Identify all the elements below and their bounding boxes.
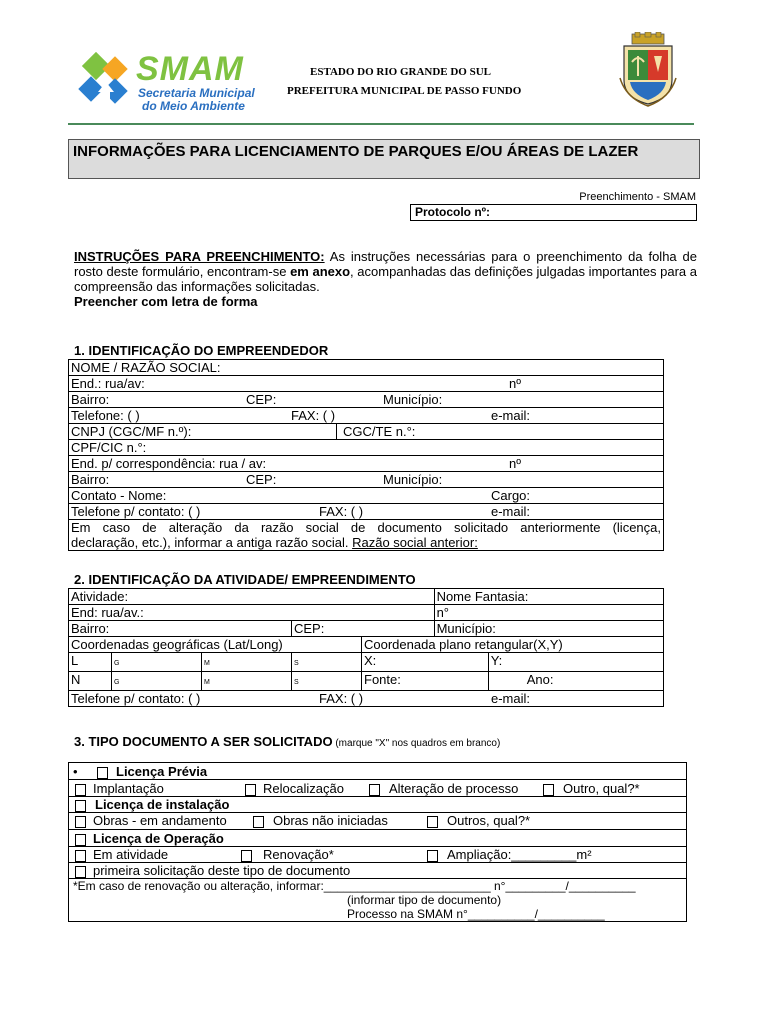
- outros-label: Outros, qual?*: [447, 813, 531, 828]
- checkbox-icon: [427, 850, 438, 862]
- telcontato-atividade-label: Telefone p/ contato: ( ): [71, 691, 201, 706]
- obras-nao-checkbox[interactable]: [253, 813, 264, 828]
- razao-anterior-label: Razão social anterior:: [352, 535, 478, 550]
- divider: [69, 829, 686, 830]
- long-s-field[interactable]: [292, 672, 362, 691]
- checkbox-icon: [97, 767, 108, 779]
- numero-label: nº: [509, 376, 521, 391]
- email-label: e-mail:: [491, 408, 531, 423]
- fonte-field[interactable]: [362, 672, 489, 691]
- lat-g-field[interactable]: [112, 653, 202, 672]
- li-checkbox[interactable]: [75, 797, 86, 812]
- endcorr-label: End. p/ correspondência: rua / av:: [71, 456, 267, 471]
- implantacao-label: Implantação: [93, 781, 164, 796]
- section-3-title: 3. TIPO DOCUMENTO A SER SOLICITADO: [74, 734, 333, 749]
- instructions: [74, 249, 697, 309]
- long-g-field[interactable]: [112, 672, 202, 691]
- instructions-text-2: , acompanhadas das definições julgadas importantes para a compreensão das informações solicitadas.: [74, 264, 697, 294]
- renovacao-checkbox[interactable]: [241, 847, 252, 862]
- endereco-field[interactable]: [69, 376, 664, 392]
- alteracao-text-1: Em caso de alteração da razão social de documento solicitado anteriormente (licença,: [71, 520, 661, 535]
- municipio-label: Município:: [383, 392, 443, 407]
- smam-wordmark: SMAM: [136, 50, 244, 88]
- alteracao-text-2: declaração, etc.), informar a antiga razão social.: [71, 535, 349, 550]
- preenchimento-label: Preenchimento - SMAM: [579, 191, 696, 203]
- cgcte-field[interactable]: [337, 424, 664, 439]
- renovacao-info: *Em caso de renovação ou alteração, informar:_________________________ n°_________/__________: [73, 879, 636, 893]
- obras-nao-label: Obras não iniciadas: [273, 813, 388, 828]
- atividade-label: Atividade:: [71, 589, 129, 604]
- checkbox-icon: [75, 784, 86, 796]
- smam-subtitle-2: do Meio Ambiente: [142, 99, 245, 113]
- section-1-title: 1. IDENTIFICAÇÃO DO EMPREENDEDOR: [74, 343, 329, 358]
- header-divider: [68, 123, 694, 125]
- checkbox-icon: [543, 784, 554, 796]
- lp-bullet: •: [73, 764, 78, 779]
- end-atividade-label: End: rua/av.:: [71, 605, 144, 620]
- alteracao-label: Alteração de processo: [389, 781, 519, 796]
- bairro-atividade-field[interactable]: [69, 621, 292, 637]
- fantasia-field[interactable]: [434, 589, 663, 605]
- coord-geo-label: Coordenadas geográficas (Lat/Long): [71, 637, 283, 652]
- ampliacao-checkbox[interactable]: [427, 847, 438, 862]
- instructions-annex: em anexo: [290, 264, 351, 279]
- x-field[interactable]: [362, 653, 489, 672]
- cep-atividade-field[interactable]: [292, 621, 435, 637]
- header-prefeitura: PREFEITURA MUNICIPAL DE PASSO FUNDO: [287, 85, 522, 97]
- outros-checkbox[interactable]: [427, 813, 438, 828]
- checkbox-icon: [75, 834, 86, 846]
- telcontato-field[interactable]: [69, 504, 664, 520]
- outro-label: Outro, qual?*: [563, 781, 640, 796]
- email-contato-label: e-mail:: [491, 504, 531, 519]
- li-label: Licença de instalação: [95, 797, 230, 812]
- outro-checkbox[interactable]: [543, 781, 554, 796]
- fantasia-label: Nome Fantasia:: [436, 589, 529, 604]
- checkbox-icon: [245, 784, 256, 796]
- instructions-text-1: As instruções necessárias para o preenchimento da folha de rosto deste formulário, encontram-se: [74, 249, 697, 279]
- protocolo-label: Protocolo nº:: [415, 205, 491, 219]
- fax-atividade-label: FAX: ( ): [319, 691, 364, 706]
- endereco-label: End.: rua/av:: [71, 376, 145, 391]
- alteracao-checkbox[interactable]: [369, 781, 380, 796]
- divider: [69, 779, 686, 780]
- lp-label: Licença Prévia: [116, 764, 208, 779]
- renovacao-label: Renovação*: [263, 847, 334, 862]
- fax-label: FAX: ( ): [291, 408, 336, 423]
- lo-checkbox[interactable]: [75, 831, 86, 846]
- long-label: N: [71, 672, 81, 687]
- email-atividade-label: e-mail:: [491, 691, 531, 706]
- protocolo-field[interactable]: [410, 204, 697, 221]
- checkbox-icon: [75, 800, 86, 812]
- smam-subtitle-1: Secretaria Municipal: [138, 86, 255, 100]
- relocalizacao-checkbox[interactable]: [245, 781, 256, 796]
- bairro-corr-label: Bairro:: [71, 472, 110, 487]
- section-2-title: 2. IDENTIFICAÇÃO DA ATIVIDADE/ EMPREENDIMENTO: [74, 572, 416, 587]
- checkbox-icon: [75, 816, 86, 828]
- cpf-field[interactable]: [69, 440, 664, 456]
- em-atividade-checkbox[interactable]: [75, 847, 86, 862]
- lat-g-label: G: [114, 660, 120, 667]
- section-3-note: (marque "X" nos quadros em branco): [332, 738, 501, 749]
- coat-of-arms-icon: [618, 32, 678, 108]
- nome-label: NOME / RAZÃO SOCIAL:: [71, 360, 221, 375]
- lat-label: L: [71, 653, 79, 668]
- cnpj-row: [69, 424, 664, 440]
- bairro-field[interactable]: [69, 392, 664, 408]
- lp-checkbox[interactable]: [97, 764, 108, 779]
- ano-field[interactable]: [488, 672, 663, 691]
- numero-atividade-label: n°: [436, 605, 449, 620]
- checkbox-icon: [427, 816, 438, 828]
- relocalizacao-label: Relocalização: [263, 781, 344, 796]
- cpf-label: CPF/CIC n.°:: [71, 440, 147, 455]
- processo-smam: Processo na SMAM n°__________/__________: [347, 907, 605, 921]
- municipio-atividade-label: Município:: [436, 621, 496, 636]
- section-3-title-row: [74, 734, 500, 749]
- section-3-box: [68, 762, 687, 922]
- bairro-label: Bairro:: [71, 392, 110, 407]
- cep-label: CEP:: [246, 392, 277, 407]
- primeira-checkbox[interactable]: [75, 863, 86, 878]
- x-label: X:: [364, 653, 377, 668]
- long-m-field[interactable]: [202, 672, 292, 691]
- checkbox-icon: [253, 816, 264, 828]
- lo-label: Licença de Operação: [93, 831, 224, 846]
- checkbox-icon: [75, 850, 86, 862]
- em-atividade-label: Em atividade: [93, 847, 169, 862]
- long-m-label: M: [204, 679, 210, 686]
- endcorr-numero-label: nº: [509, 456, 521, 471]
- bairro-corr-field[interactable]: [69, 472, 664, 488]
- cnpj-label: CNPJ (CGC/MF n.º):: [71, 424, 192, 439]
- primeira-label: primeira solicitação deste tipo de documento: [93, 863, 351, 878]
- smam-logo: [76, 50, 271, 114]
- long-label-cell: [69, 672, 112, 691]
- long-g-label: G: [114, 679, 120, 686]
- numero-atividade-field[interactable]: [434, 605, 663, 621]
- obras-andamento-label: Obras - em andamento: [93, 813, 227, 828]
- informar-tipo: (informar tipo de documento): [347, 893, 502, 907]
- telefone-label: Telefone: ( ): [71, 408, 140, 423]
- fonte-label: Fonte:: [364, 672, 401, 687]
- implantacao-checkbox[interactable]: [75, 781, 86, 796]
- lat-m-label: M: [204, 660, 210, 667]
- cep-atividade-label: CEP:: [294, 621, 325, 636]
- coord-geo-header: [69, 637, 362, 653]
- long-s-label: S: [294, 679, 299, 686]
- header-state: ESTADO DO RIO GRANDE DO SUL: [310, 66, 492, 78]
- lat-s-field[interactable]: [292, 653, 362, 672]
- y-field[interactable]: [488, 653, 663, 672]
- cnpj-field[interactable]: [69, 424, 337, 439]
- nome-field[interactable]: [69, 360, 664, 376]
- ampliacao-label: Ampliação:_________m²: [447, 847, 592, 862]
- municipio-atividade-field[interactable]: [434, 621, 663, 637]
- contato-label: Contato - Nome:: [71, 488, 167, 503]
- coord-plano-header: [362, 637, 664, 653]
- checkbox-icon: [75, 866, 86, 878]
- endcorr-field[interactable]: [69, 456, 664, 472]
- coord-plano-label: Coordenada plano retangular(X,Y): [364, 637, 563, 652]
- cgcte-label: CGC/TE n.°:: [343, 424, 416, 439]
- telcontato-atividade-field[interactable]: [69, 691, 664, 707]
- obras-andamento-checkbox[interactable]: [75, 813, 86, 828]
- razao-anterior-field[interactable]: [69, 520, 664, 551]
- section-2-table: [68, 588, 664, 707]
- checkbox-icon: [241, 850, 252, 862]
- lat-s-label: S: [294, 660, 299, 667]
- smam-emblem-icon: [76, 52, 134, 110]
- instructions-letra-forma: Preencher com letra de forma: [74, 294, 258, 309]
- cep-corr-label: CEP:: [246, 472, 277, 487]
- cargo-label: Cargo:: [491, 488, 531, 503]
- bairro-atividade-label: Bairro:: [71, 621, 110, 636]
- telefone-field[interactable]: [69, 408, 664, 424]
- section-1-table: [68, 359, 664, 551]
- fax-contato-label: FAX: ( ): [319, 504, 364, 519]
- y-label: Y:: [490, 653, 503, 668]
- ano-label: Ano:: [526, 672, 554, 687]
- lat-m-field[interactable]: [202, 653, 292, 672]
- telcontato-label: Telefone p/ contato: ( ): [71, 504, 201, 519]
- atividade-field[interactable]: [69, 589, 435, 605]
- form-title: INFORMAÇÕES PARA LICENCIAMENTO DE PARQUES E/OU ÁREAS DE LAZER: [68, 139, 700, 179]
- end-atividade-field[interactable]: [69, 605, 435, 621]
- lat-label-cell: [69, 653, 112, 672]
- checkbox-icon: [369, 784, 380, 796]
- municipio-corr-label: Município:: [383, 472, 443, 487]
- instructions-lead: INSTRUÇÕES PARA PREENCHIMENTO:: [74, 249, 325, 264]
- contato-field[interactable]: [69, 488, 664, 504]
